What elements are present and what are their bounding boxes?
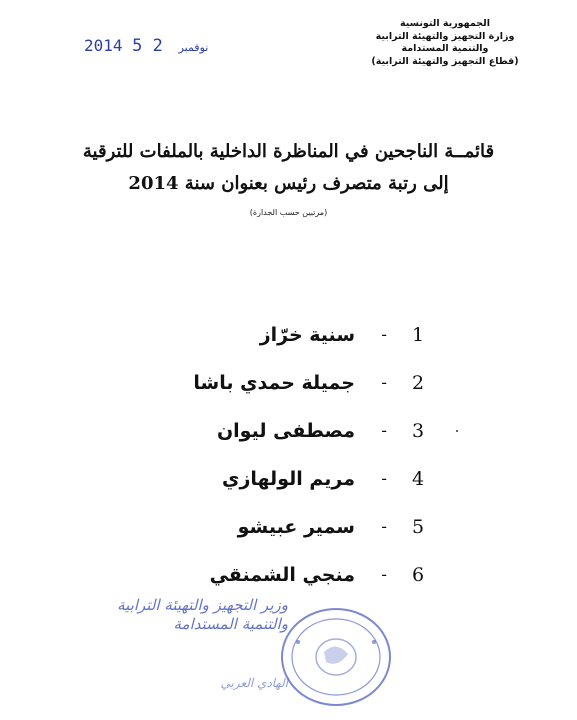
header-line-sector: (قطاع التجهيز والتهيئة الترابية): [371, 55, 519, 67]
title-line-2: إلى رتبة متصرف رئيس بعنوان سنة 2014: [128, 173, 449, 194]
list-item-number: 6: [411, 564, 425, 586]
list-item-number: 1: [411, 324, 425, 346]
handwritten-signature-block: [118, 596, 288, 720]
date-stamp-year: 2014: [84, 36, 123, 55]
list-item-number: 5: [411, 516, 425, 538]
list-item-name: مريم الولهازي: [222, 468, 355, 490]
list-item-dash: -: [381, 565, 387, 584]
signature-line-3: الهادي العربي: [220, 676, 288, 690]
signature-line-2: والتنمية المستدامة: [173, 615, 288, 633]
document-subtitle: (مرتبين حسب الجدارة): [249, 208, 328, 217]
list-item-name: منجي الشمنقي: [209, 564, 355, 586]
ministry-header: [345, 18, 545, 68]
list-item-dash: -: [381, 469, 387, 488]
signature-line-1: وزير التجهيز والتهيئة الترابية: [117, 596, 288, 614]
title-line-1: قائمــة الناجحين في المناظرة الداخلية بالملفات للترقية: [82, 141, 495, 162]
date-stamp-month: نوفمبر: [178, 41, 209, 54]
list-item: [0, 414, 577, 448]
header-line-republic: الجمهورية التونسية: [400, 18, 490, 29]
list-item-name: مصطفى ليوان: [216, 420, 355, 442]
list-item-number: 2: [411, 372, 425, 394]
list-item: [0, 366, 577, 400]
official-seal-icon: [276, 602, 396, 712]
header-line-ministry: وزارة التجهيز والتهيئة الترابية: [375, 30, 515, 42]
list-item: [0, 558, 577, 592]
document-title: [20, 136, 557, 200]
list-item: [0, 462, 577, 496]
list-item: [0, 318, 577, 352]
list-item: [0, 510, 577, 544]
list-item-name: سنية خرّاز: [259, 324, 355, 346]
list-item-name: جميلة حمدي باشا: [193, 372, 355, 394]
list-item-dash: -: [381, 421, 387, 440]
date-stamp: [84, 36, 214, 56]
list-item-dash: -: [381, 517, 387, 536]
list-item-number: 4: [411, 468, 425, 490]
list-item-number: 3: [411, 420, 425, 442]
scan-speck: [456, 430, 458, 432]
date-stamp-day: 2 5: [132, 36, 163, 56]
list-item-dash: -: [381, 373, 387, 392]
list-item-name: سمير عبيشو: [237, 516, 355, 538]
header-line-ministry-cont: والتنمية المستدامة: [401, 43, 489, 54]
list-item-dash: -: [381, 325, 387, 344]
